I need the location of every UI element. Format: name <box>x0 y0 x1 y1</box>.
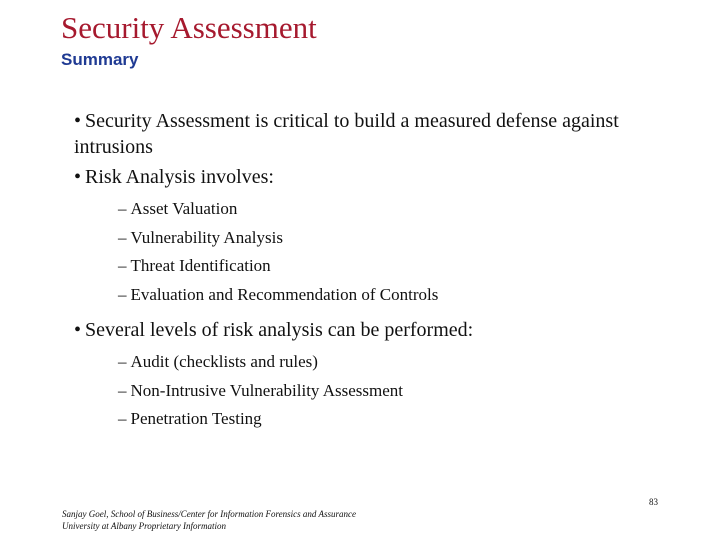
bullet-marker: • <box>74 319 82 341</box>
dash-marker: – <box>118 199 127 218</box>
footer-line-2: University at Albany Proprietary Information <box>62 521 226 531</box>
sub-item <box>118 348 674 377</box>
sub-list <box>118 348 674 434</box>
sub-item-text: Non-Intrusive Vulnerability Assessment <box>130 380 404 400</box>
sub-list <box>118 195 674 309</box>
sub-item-text: Audit (checklists and rules) <box>130 352 318 371</box>
sub-item-text: Threat Identification <box>130 256 271 275</box>
slide-title: Security Assessment <box>61 10 317 45</box>
dash-marker: – <box>118 380 127 400</box>
footer-line-1: Sanjay Goel, School of Business/Center for Information Forensics and Assurance <box>62 509 356 519</box>
sub-item <box>118 405 674 434</box>
bullet-text: Security Assessment is critical to build a measured defense against intrusions <box>74 110 619 158</box>
sub-item <box>118 252 674 281</box>
sub-item-text: Penetration Testing <box>130 409 262 428</box>
dash-marker: – <box>118 409 127 428</box>
bullet-item <box>74 108 674 160</box>
sub-item <box>118 377 674 406</box>
bullet-item <box>74 317 674 343</box>
slide-subtitle: Summary <box>61 50 139 69</box>
sub-item-text: Asset Valuation <box>130 199 238 218</box>
dash-marker: – <box>118 284 127 304</box>
slide-footer <box>62 508 356 532</box>
sub-item-text: Vulnerability Analysis <box>130 227 283 247</box>
bullet-item <box>74 164 674 190</box>
bullet-marker: • <box>74 110 82 132</box>
dash-marker: – <box>118 256 127 275</box>
page-number: 83 <box>649 497 658 507</box>
bullet-marker: • <box>74 166 82 188</box>
sub-item <box>118 195 674 224</box>
dash-marker: – <box>118 227 127 247</box>
bullet-list <box>74 108 674 434</box>
sub-item-text: Evaluation and Recommendation of Controls <box>130 284 439 304</box>
bullet-text: Several levels of risk analysis can be performed: <box>85 319 474 341</box>
sub-item <box>118 281 674 310</box>
sub-item <box>118 224 674 253</box>
bullet-text: Risk Analysis involves: <box>85 166 274 188</box>
dash-marker: – <box>118 352 127 371</box>
